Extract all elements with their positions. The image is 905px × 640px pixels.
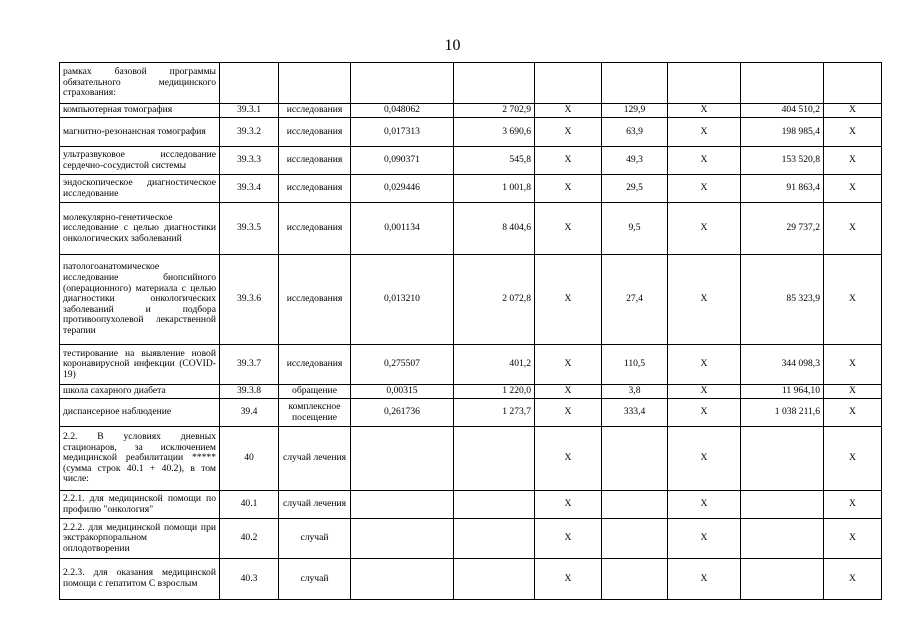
table-row xyxy=(60,175,882,203)
cell-col8: X xyxy=(668,399,741,427)
cell-norm xyxy=(351,491,454,519)
cell-line: 40.2 xyxy=(220,519,279,559)
cell-cost xyxy=(454,427,535,491)
cell-name: 2.2.2. для медицинской помощи при экстракорпоральном оплодотворении xyxy=(60,519,220,559)
cell-col9 xyxy=(741,63,824,104)
cell-unit: исследования xyxy=(279,345,351,385)
cell-name: компьютерная томография xyxy=(60,104,220,118)
table-row xyxy=(60,203,882,255)
cell-norm xyxy=(351,559,454,600)
cell-unit: комплексное посещение xyxy=(279,399,351,427)
cell-line: 39.3.7 xyxy=(220,345,279,385)
cell-name: магнитно-резонансная томография xyxy=(60,118,220,147)
cell-col9: 11 964,10 xyxy=(741,385,824,399)
cell-line: 39.3.3 xyxy=(220,147,279,175)
cell-col8: X xyxy=(668,427,741,491)
cell-col8: X xyxy=(668,519,741,559)
cell-col8: X xyxy=(668,491,741,519)
cell-col8: X xyxy=(668,559,741,600)
cell-norm: 0,090371 xyxy=(351,147,454,175)
cell-col7: 27,4 xyxy=(602,255,668,345)
medical-care-table xyxy=(59,62,882,600)
cell-col7 xyxy=(602,63,668,104)
cell-col8: X xyxy=(668,118,741,147)
cell-col9: 344 098,3 xyxy=(741,345,824,385)
page-number: 10 xyxy=(444,37,461,54)
cell-col7: 129,9 xyxy=(602,104,668,118)
cell-col6: X xyxy=(535,175,602,203)
cell-col10 xyxy=(824,63,882,104)
cell-line: 39.3.1 xyxy=(220,104,279,118)
cell-name: рамках базовой программы обязательного медицинского страхования: xyxy=(60,63,220,104)
cell-col10: X xyxy=(824,559,882,600)
cell-col10: X xyxy=(824,385,882,399)
cell-line xyxy=(220,63,279,104)
table-row xyxy=(60,491,882,519)
table-row xyxy=(60,559,882,600)
cell-name: школа сахарного диабета xyxy=(60,385,220,399)
cell-col9: 404 510,2 xyxy=(741,104,824,118)
cell-col7 xyxy=(602,559,668,600)
cell-col6 xyxy=(535,63,602,104)
cell-col10: X xyxy=(824,491,882,519)
cell-col7: 333,4 xyxy=(602,399,668,427)
cell-norm: 0,029446 xyxy=(351,175,454,203)
cell-cost xyxy=(454,491,535,519)
cell-unit: случай лечения xyxy=(279,491,351,519)
cell-col9: 153 520,8 xyxy=(741,147,824,175)
cell-col7: 9,5 xyxy=(602,203,668,255)
cell-norm: 0,001134 xyxy=(351,203,454,255)
cell-col10: X xyxy=(824,427,882,491)
cell-name: патологоанатомическое исследование биопсийного (операционного) материала с целью диагностики онкологических заболеваний и подбора противоопухолевой лекарственной терапии xyxy=(60,255,220,345)
cell-col9: 1 038 211,6 xyxy=(741,399,824,427)
cell-col7 xyxy=(602,519,668,559)
cell-norm: 0,275507 xyxy=(351,345,454,385)
cell-norm: 0,261736 xyxy=(351,399,454,427)
cell-unit: исследования xyxy=(279,255,351,345)
cell-cost: 3 690,6 xyxy=(454,118,535,147)
cell-norm: 0,048062 xyxy=(351,104,454,118)
table-row xyxy=(60,427,882,491)
cell-col10: X xyxy=(824,399,882,427)
cell-col10: X xyxy=(824,118,882,147)
table-row xyxy=(60,385,882,399)
cell-unit: обращение xyxy=(279,385,351,399)
cell-cost: 1 220,0 xyxy=(454,385,535,399)
cell-cost: 1 273,7 xyxy=(454,399,535,427)
cell-name: эндоскопическое диагностическое исследование xyxy=(60,175,220,203)
cell-col8: X xyxy=(668,104,741,118)
cell-name: молекулярно-генетическое исследование с целью диагностики онкологических заболеваний xyxy=(60,203,220,255)
cell-col9: 85 323,9 xyxy=(741,255,824,345)
cell-unit: исследования xyxy=(279,203,351,255)
cell-line: 39.3.5 xyxy=(220,203,279,255)
cell-norm xyxy=(351,63,454,104)
cell-line: 39.3.8 xyxy=(220,385,279,399)
cell-col10: X xyxy=(824,147,882,175)
cell-norm xyxy=(351,519,454,559)
cell-col7 xyxy=(602,491,668,519)
cell-col7: 29,5 xyxy=(602,175,668,203)
cell-name: диспансерное наблюдение xyxy=(60,399,220,427)
cell-line: 39.4 xyxy=(220,399,279,427)
table-row xyxy=(60,255,882,345)
cell-cost: 2 072,8 xyxy=(454,255,535,345)
cell-norm xyxy=(351,427,454,491)
cell-cost: 1 001,8 xyxy=(454,175,535,203)
cell-cost xyxy=(454,559,535,600)
cell-col6: X xyxy=(535,385,602,399)
cell-col6: X xyxy=(535,559,602,600)
cell-name: ультразвуковое исследование сердечно-сосудистой системы xyxy=(60,147,220,175)
cell-col9 xyxy=(741,519,824,559)
cell-name: 2.2.1. для медицинской помощи по профилю "онкология" xyxy=(60,491,220,519)
cell-col6: X xyxy=(535,427,602,491)
cell-col6: X xyxy=(535,399,602,427)
cell-col6: X xyxy=(535,118,602,147)
cell-line: 40.1 xyxy=(220,491,279,519)
cell-unit: случай xyxy=(279,519,351,559)
table-row xyxy=(60,118,882,147)
cell-unit: исследования xyxy=(279,175,351,203)
cell-col8: X xyxy=(668,203,741,255)
cell-line: 39.3.2 xyxy=(220,118,279,147)
cell-col9 xyxy=(741,427,824,491)
cell-col7: 49,3 xyxy=(602,147,668,175)
cell-cost xyxy=(454,519,535,559)
cell-cost xyxy=(454,63,535,104)
cell-col9: 29 737,2 xyxy=(741,203,824,255)
cell-col6: X xyxy=(535,255,602,345)
cell-col6: X xyxy=(535,203,602,255)
cell-name: тестирование на выявление новой коронавирусной инфекции (COVID-19) xyxy=(60,345,220,385)
cell-norm: 0,00315 xyxy=(351,385,454,399)
cell-col8: X xyxy=(668,345,741,385)
cell-line: 39.3.6 xyxy=(220,255,279,345)
cell-cost: 2 702,9 xyxy=(454,104,535,118)
table-row xyxy=(60,147,882,175)
cell-col9 xyxy=(741,559,824,600)
cell-col8: X xyxy=(668,147,741,175)
cell-unit xyxy=(279,63,351,104)
cell-unit: исследования xyxy=(279,147,351,175)
cell-col6: X xyxy=(535,519,602,559)
cell-name: 2.2.3. для оказания медицинской помощи с гепатитом С взрослым xyxy=(60,559,220,600)
cell-col10: X xyxy=(824,104,882,118)
cell-norm: 0,017313 xyxy=(351,118,454,147)
cell-col6: X xyxy=(535,491,602,519)
cell-line: 40 xyxy=(220,427,279,491)
cell-col10: X xyxy=(824,345,882,385)
cell-unit: случай xyxy=(279,559,351,600)
cell-col8: X xyxy=(668,385,741,399)
cell-col8 xyxy=(668,63,741,104)
cell-col6: X xyxy=(535,104,602,118)
cell-col7 xyxy=(602,427,668,491)
cell-col6: X xyxy=(535,345,602,385)
table-row xyxy=(60,63,882,104)
cell-col9: 91 863,4 xyxy=(741,175,824,203)
cell-cost: 8 404,6 xyxy=(454,203,535,255)
cell-col8: X xyxy=(668,175,741,203)
cell-norm: 0,013210 xyxy=(351,255,454,345)
cell-col10: X xyxy=(824,519,882,559)
cell-name: 2.2. В условиях дневных стационаров, за исключением медицинской реабилитации ***** (сумма строк 40.1 + 40.2), в том числе: xyxy=(60,427,220,491)
cell-line: 40.3 xyxy=(220,559,279,600)
cell-col8: X xyxy=(668,255,741,345)
cell-cost: 401,2 xyxy=(454,345,535,385)
cell-cost: 545,8 xyxy=(454,147,535,175)
cell-col10: X xyxy=(824,203,882,255)
cell-col7: 3,8 xyxy=(602,385,668,399)
cell-unit: исследования xyxy=(279,118,351,147)
cell-unit: исследования xyxy=(279,104,351,118)
cell-col7: 110,5 xyxy=(602,345,668,385)
cell-line: 39.3.4 xyxy=(220,175,279,203)
cell-col6: X xyxy=(535,147,602,175)
table-row xyxy=(60,345,882,385)
cell-col7: 63,9 xyxy=(602,118,668,147)
cell-col9 xyxy=(741,491,824,519)
table-row xyxy=(60,399,882,427)
cell-unit: случай лечения xyxy=(279,427,351,491)
cell-col9: 198 985,4 xyxy=(741,118,824,147)
table-row xyxy=(60,519,882,559)
cell-col10: X xyxy=(824,255,882,345)
cell-col10: X xyxy=(824,175,882,203)
table-row xyxy=(60,104,882,118)
